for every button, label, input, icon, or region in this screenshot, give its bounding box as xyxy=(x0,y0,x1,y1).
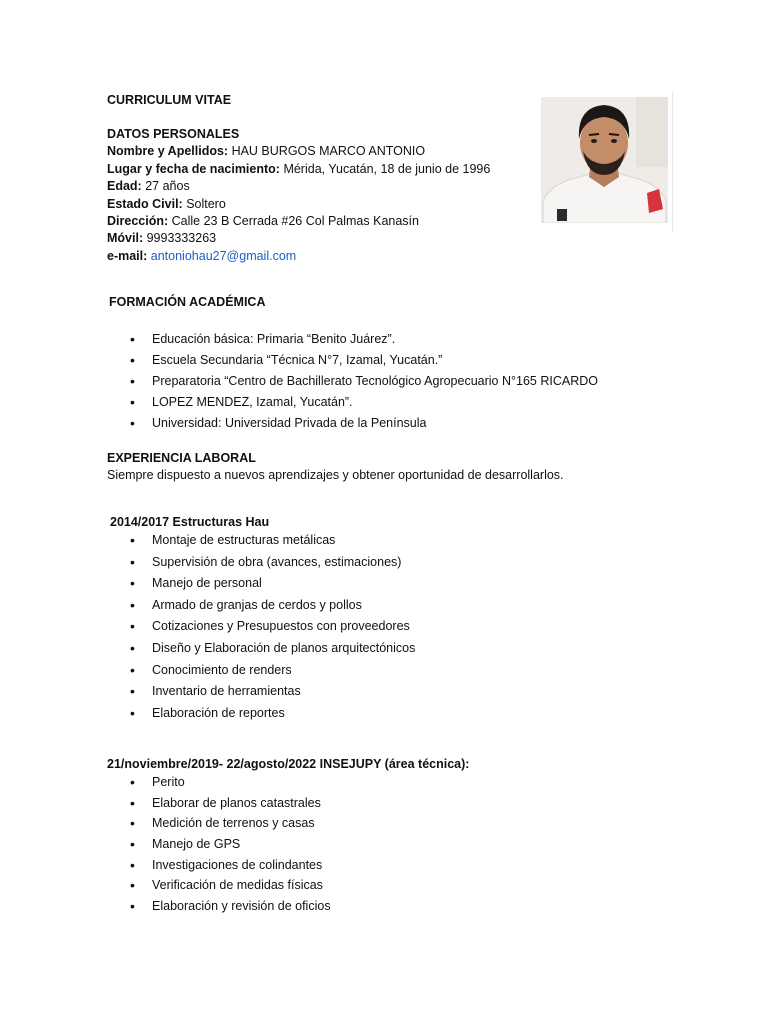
list-item: • Escuela Secundaria “Técnica N°7, Izamal, Yucatán.” xyxy=(107,352,598,368)
job-duties-list xyxy=(107,774,331,914)
job-duties-list xyxy=(107,532,415,721)
profile-photo xyxy=(541,97,668,223)
email-label: e-mail: xyxy=(107,249,148,263)
photo-divider xyxy=(672,92,673,232)
email-link[interactable]: antoniohau27@gmail.com xyxy=(150,249,297,263)
list-item: • Verificación de medidas físicas xyxy=(107,877,331,893)
person-portrait-icon xyxy=(541,97,668,223)
birth-label: Lugar y fecha de nacimiento: xyxy=(107,162,280,176)
birth-value: Mérida, Yucatán, 18 de junio de 1996 xyxy=(279,162,491,176)
cv-title: CURRICULUM VITAE xyxy=(107,93,232,107)
civil-value: Soltero xyxy=(182,197,226,211)
email-line xyxy=(107,248,296,264)
list-item: • Perito xyxy=(107,774,331,790)
list-item: • Inventario de herramientas xyxy=(107,683,415,699)
list-item: • Manejo de GPS xyxy=(107,836,331,852)
list-item: • Diseño y Elaboración de planos arquitectónicos xyxy=(107,640,415,656)
experience-summary: Siempre dispuesto a nuevos aprendizajes y obtener oportunidad de desarrollarlos. xyxy=(107,468,564,482)
education-list xyxy=(107,331,598,431)
job-title: 2014/2017 Estructuras Hau xyxy=(110,515,270,529)
list-item: • Montaje de estructuras metálicas xyxy=(107,532,415,548)
birth-line xyxy=(107,161,490,177)
list-item: • Medición de terrenos y casas xyxy=(107,815,331,831)
list-item: • LOPEZ MENDEZ, Izamal, Yucatán”. xyxy=(107,394,598,410)
list-item: • Educación básica: Primaria “Benito Juárez”. xyxy=(107,331,598,347)
job-title: 21/noviembre/2019- 22/agosto/2022 INSEJUPY (área técnica): xyxy=(107,757,470,771)
list-item: • Conocimiento de renders xyxy=(107,662,415,678)
name-label: Nombre y Apellidos: xyxy=(107,144,229,158)
list-item: • Elaborar de planos catastrales xyxy=(107,795,331,811)
list-item: • Preparatoria “Centro de Bachillerato Tecnológico Agropecuario N°165 RICARDO xyxy=(107,373,598,389)
address-label: Dirección: xyxy=(107,214,169,228)
address-line xyxy=(107,213,419,229)
name-value: HAU BURGOS MARCO ANTONIO xyxy=(228,144,426,158)
civil-line xyxy=(107,196,226,212)
address-value: Calle 23 B Cerrada #26 Col Palmas Kanasín xyxy=(168,214,419,228)
mobile-label: Móvil: xyxy=(107,231,144,245)
list-item: • Universidad: Universidad Privada de la Península xyxy=(107,415,598,431)
personal-heading: DATOS PERSONALES xyxy=(107,127,240,141)
list-item: • Elaboración de reportes xyxy=(107,705,415,721)
list-item: • Supervisión de obra (avances, estimaciones) xyxy=(107,554,415,570)
education-heading: FORMACIÓN ACADÉMICA xyxy=(109,295,266,309)
list-item: • Cotizaciones y Presupuestos con proveedores xyxy=(107,618,415,634)
name-line xyxy=(107,143,425,159)
age-value: 27 años xyxy=(141,179,190,193)
mobile-line xyxy=(107,230,216,246)
age-line xyxy=(107,178,190,194)
list-item: • Elaboración y revisión de oficios xyxy=(107,898,331,914)
mobile-value: 9993333263 xyxy=(143,231,217,245)
list-item: • Investigaciones de colindantes xyxy=(107,857,331,873)
experience-heading: EXPERIENCIA LABORAL xyxy=(107,451,256,465)
list-item: • Armado de granjas de cerdos y pollos xyxy=(107,597,415,613)
civil-label: Estado Civil: xyxy=(107,197,183,211)
age-label: Edad: xyxy=(107,179,142,193)
list-item: • Manejo de personal xyxy=(107,575,415,591)
